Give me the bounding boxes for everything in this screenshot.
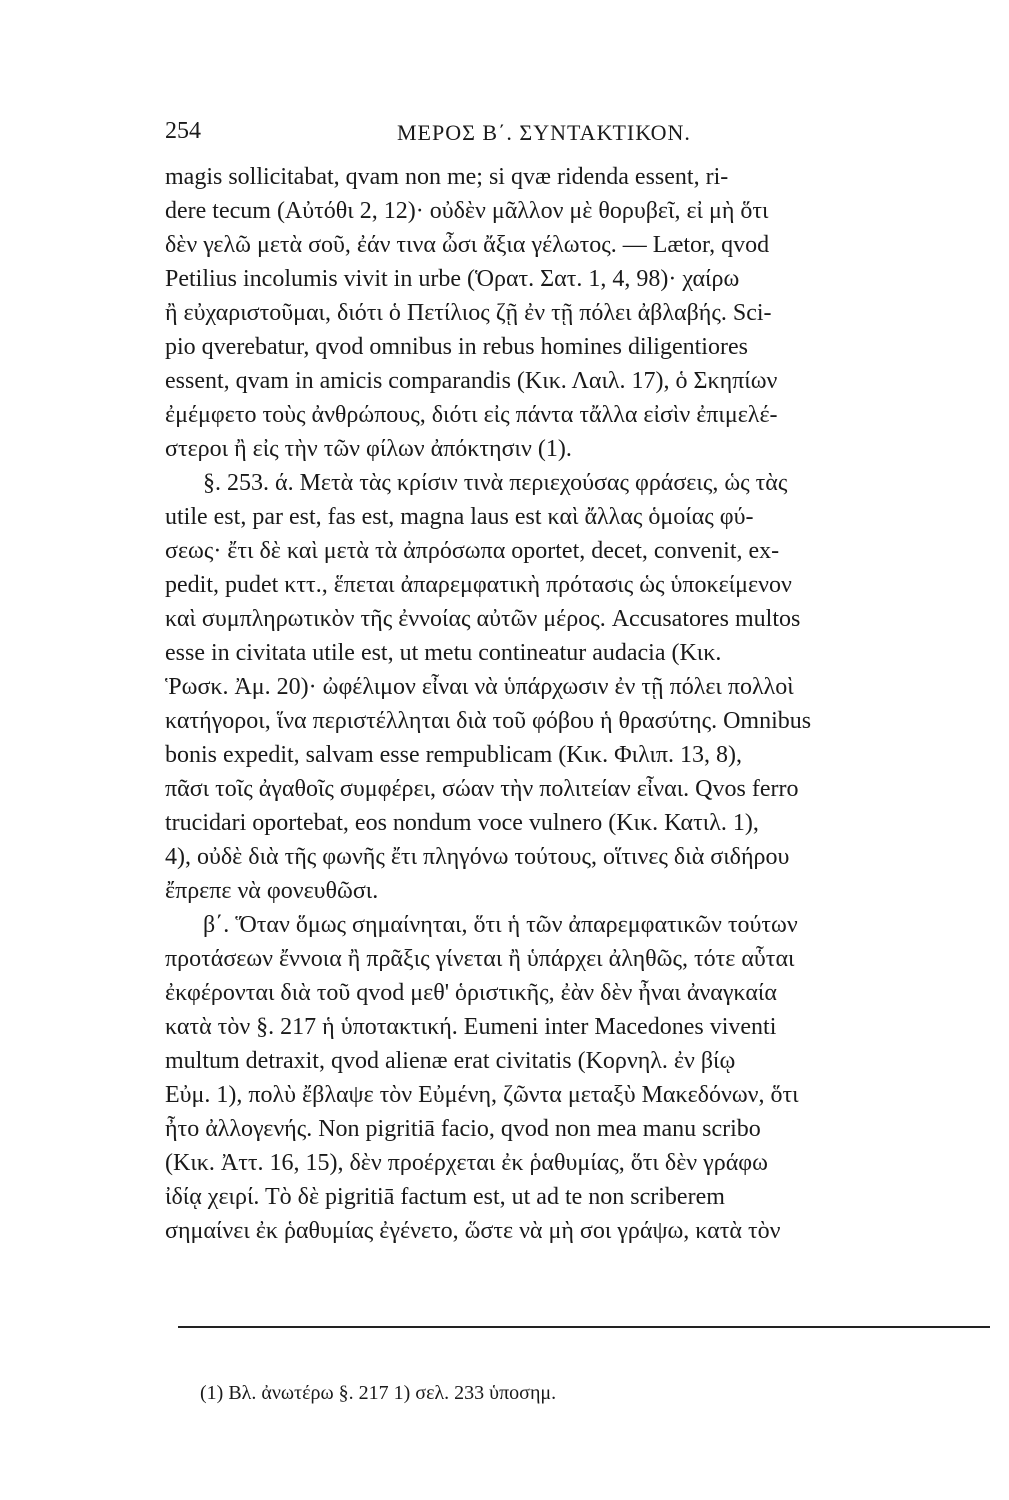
text-line: utile est, par est, fas est, magna laus est καὶ ἄλλας ὁμοίας φύ- bbox=[165, 504, 754, 530]
text-line: ἔπρεπε νὰ φονευθῶσι. bbox=[165, 878, 379, 904]
text-line: pedit, pudet κττ., ἕπεται ἀπαρεμφατικὴ πρότασις ὡς ὑποκείμενον bbox=[165, 572, 792, 598]
text-line: κατήγοροι, ἵνα περιστέλληται διὰ τοῦ φόβου ἡ θρασύτης. Omnibus bbox=[165, 708, 812, 734]
text-line: σημαίνει ἐκ ῥαθυμίας ἐγένετο, ὥστε νὰ μὴ σοι γράψω, κατὰ τὸν bbox=[165, 1218, 781, 1244]
text-line: Petilius incolumis vivit in urbe (Ὁρατ. Σατ. 1, 4, 98)· χαίρω bbox=[165, 266, 740, 292]
text-line: dere tecum (Αὐτόθι 2, 12)· οὐδὲν μᾶλλον μὲ θορυβεῖ, εἰ μὴ ὅτι bbox=[165, 198, 769, 224]
text-line: ἐμέμφετο τοὺς ἀνθρώπους, διότι εἰς πάντα τἄλλα εἰσὶν ἐπιμελέ- bbox=[165, 402, 778, 428]
text-line: δὲν γελῶ μετὰ σοῦ, ἐάν τινα ὦσι ἄξια γέλωτος. — Lætor, qvod bbox=[165, 232, 770, 258]
text-line: pio qverebatur, qvod omnibus in rebus homines diligentiores bbox=[165, 334, 748, 360]
section-start-line: §. 253. ά. Μετὰ τὰς κρίσιν τινὰ περιεχούσας φράσεις, ὡς τὰς bbox=[203, 470, 788, 496]
footnote-divider bbox=[178, 1326, 990, 1328]
text-line: πᾶσι τοῖς ἀγαθοῖς συμφέρει, σώαν τὴν πολιτείαν εἶναι. Qvos ferro bbox=[165, 776, 799, 802]
text-line: magis sollicitabat, qvam non me; si qvæ ridenda essent, ri- bbox=[165, 164, 729, 190]
subsection-start-line: β΄. Ὅταν ὅμως σημαίνηται, ὅτι ἡ τῶν ἀπαρεμφατικῶν τούτων bbox=[203, 912, 798, 938]
footnote: (1) Βλ. ἀνωτέρω §. 217 1) σελ. 233 ὑποσημ. bbox=[200, 1382, 557, 1404]
text-line: Ῥωσκ. Ἀμ. 20)· ὠφέλιμον εἶναι νὰ ὑπάρχωσιν ἐν τῇ πόλει πολλοὶ bbox=[165, 674, 794, 700]
text-line: Εὐμ. 1), πολὺ ἔβλαψε τὸν Εὐμένη, ζῶντα μεταξὺ Μακεδόνων, ὅτι bbox=[165, 1082, 799, 1108]
text-line: προτάσεων ἔννοια ἢ πρᾶξις γίνεται ἢ ὑπάρχει ἀληθῶς, τότε αὗται bbox=[165, 946, 795, 972]
text-line: esse in civitata utile est, ut metu contineatur audacia (Κικ. bbox=[165, 640, 722, 666]
text-line: στεροι ἢ εἰς τὴν τῶν φίλων ἀπόκτησιν (1). bbox=[165, 436, 572, 462]
text-line: essent, qvam in amicis comparandis (Κικ. Λαιλ. 17), ὁ Σκηπίων bbox=[165, 368, 778, 394]
text-line: bonis expedit, salvam esse rempublicam (Κικ. Φιλιπ. 13, 8), bbox=[165, 742, 743, 768]
text-line: (Κικ. Ἀττ. 16, 15), δὲν προέρχεται ἐκ ῥαθυμίας, ὅτι δὲν γράφω bbox=[165, 1150, 768, 1176]
text-line: ἰδίᾳ χειρί. Τὸ δὲ pigritiā factum est, ut ad te non scriberem bbox=[165, 1184, 725, 1210]
text-line: 4), οὐδὲ διὰ τῆς φωνῆς ἔτι πληγόνω τούτους, οἵτινες διὰ σιδήρου bbox=[165, 844, 790, 870]
text-line: κατὰ τὸν §. 217 ἡ ὑποτακτική. Eumeni inter Macedones viventi bbox=[165, 1014, 777, 1040]
page-header bbox=[165, 118, 1005, 158]
text-line: ἦτο ἀλλογενής. Non pigritiā facio, qvod non mea manu scribo bbox=[165, 1116, 761, 1142]
text-line: trucidari oportebat, eos nondum voce vulnero (Κικ. Κατιλ. 1), bbox=[165, 810, 759, 836]
text-line: ἐκφέρονται διὰ τοῦ qvod μεθ' ὁριστικῆς, ἐὰν δὲν ἦναι ἀναγκαία bbox=[165, 980, 777, 1006]
text-line: σεως· ἔτι δὲ καὶ μετὰ τὰ ἀπρόσωπα oportet, decet, convenit, ex- bbox=[165, 538, 780, 564]
text-line: καὶ συμπληρωτικὸν τῆς ἐννοίας αὐτῶν μέρος. Accusatores multos bbox=[165, 606, 801, 632]
running-title: ΜΕΡΟΣ Β΄. ΣΥΝΤΑΚΤΙΚΟΝ. bbox=[397, 120, 691, 145]
text-line: ἢ εὐχαριστοῦμαι, διότι ὁ Πετίλιος ζῇ ἐν τῇ πόλει ἀβλαβής. Sci- bbox=[165, 300, 772, 326]
page-number: 254 bbox=[165, 118, 201, 144]
text-line: multum detraxit, qvod alienæ erat civitatis (Κορνηλ. ἐν βίῳ bbox=[165, 1048, 736, 1074]
